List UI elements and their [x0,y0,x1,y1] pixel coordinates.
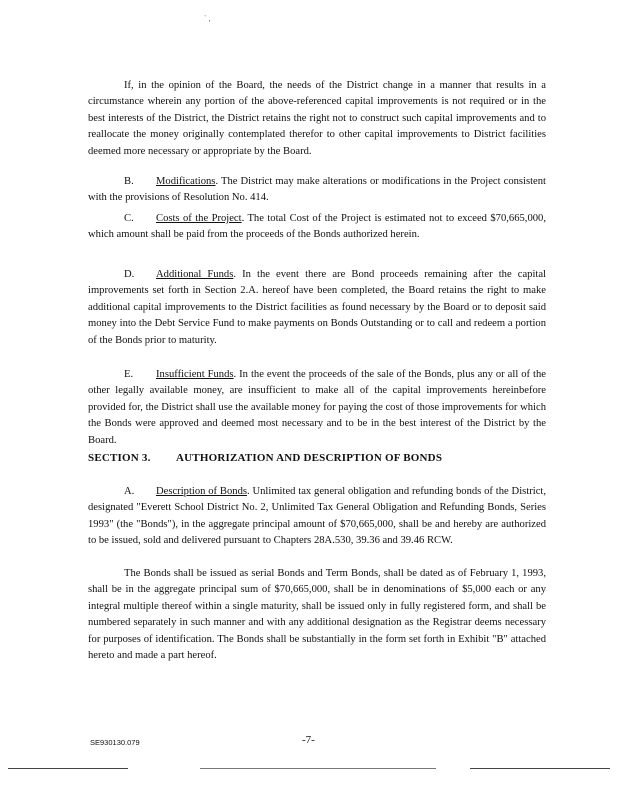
paragraph-a-description [88,484,546,550]
scan-artifact-line [200,768,436,769]
paragraph-intro: If, in the opinion of the Board, the needs of the District change in a manner that results in a circumstance wherein any portion of the above-referenced capital improvements is not required or in the best interests of the District, the District retains the right not to construct such capital improvements and to reallocate the money originally contemplated therefor to other capital improvements to District facilities deemed more necessary or appropriate by the Board. [88,80,546,157]
paragraph-letter: D. [124,269,135,280]
section-heading [88,452,442,464]
paragraph-text: . In the event the proceeds of the sale of the Bonds, plus any or all of the other legally available money, are insufficient to make all of the capital improvements hereinbefore provided for, the District shall use the available money for paying the cost of those improvements for which the Bonds were approved and deemed most necessary and to be in the best interest of the District by the Board. [88,369,546,446]
paragraph-heading: Additional Funds [156,269,234,280]
paragraph-text: . The District may make alterations or modifications in the Project consistent with the provisions of Resolution No. 414. [88,176,546,204]
paragraph-d-additional-funds [88,267,546,349]
paragraph-letter: E. [124,369,134,380]
scan-artifact-line [8,768,128,769]
paragraph-letter: B. [124,176,134,187]
section-title: AUTHORIZATION AND DESCRIPTION OF BONDS [176,452,443,464]
paragraph-text: . Unlimited tax general obligation and refunding bonds of the District, designated "Everett School District No. 2, Unlimited Tax General Obligation and Refunding Bonds, Series 1993" (the "Bonds"), in the aggregate principal amount of $70,665,000, shall be and hereby are authorized to be issued, sold and delivered pursuant to Chapters 28A.530, 39.36 and 39.46 RCW. [88,486,546,547]
document-id: SE930130.079 [90,738,140,747]
paragraph-e-insufficient-funds [88,367,546,449]
paragraph-letter: C. [124,213,134,224]
paragraph-bond-terms: The Bonds shall be issued as serial Bonds and Term Bonds, shall be dated as of February 1, 1993, shall be in the aggregate principal sum of $70,665,000, shall be in denominations of $5,000 each or any integral multiple thereof within a single maturity, shall be issued only in fully registered form, and shall be numbered separately in such manner and with any additional designation as the Registrar deems necessary for purposes of identification. The Bonds shall be substantially in the form set forth in Exhibit "B" attached hereto and made a part hereof. [88,568,546,662]
page-number: -7- [302,734,315,746]
paragraph-heading: Modifications [156,176,216,187]
paragraph-text: . The total Cost of the Project is estimated not to exceed $70,665,000, which amount shall be paid from the proceeds of the Bonds authorized herein. [88,213,546,241]
paragraph-text: . In the event there are Bond proceeds remaining after the capital improvements set forth in Section 2.A. hereof have been completed, the Board retains the right to make additional capital improvements to the District facilities as found necessary by the Board or to deposit said money into the Debt Service Fund to make payments on Bonds Outstanding or to call and redeem a portion of the Bonds prior to maturity. [88,269,546,346]
section-number: SECTION 3. [88,452,151,464]
paragraph-c-costs [88,211,546,244]
paragraph-heading: Costs of the Project [156,213,242,224]
paragraph-heading: Insufficient Funds [156,369,234,380]
scan-mark: ` , [204,14,211,23]
scan-artifact-line [470,768,610,769]
paragraph-b-modifications [88,174,546,207]
paragraph-letter: A. [124,486,135,497]
paragraph-heading: Description of Bonds [156,486,247,497]
